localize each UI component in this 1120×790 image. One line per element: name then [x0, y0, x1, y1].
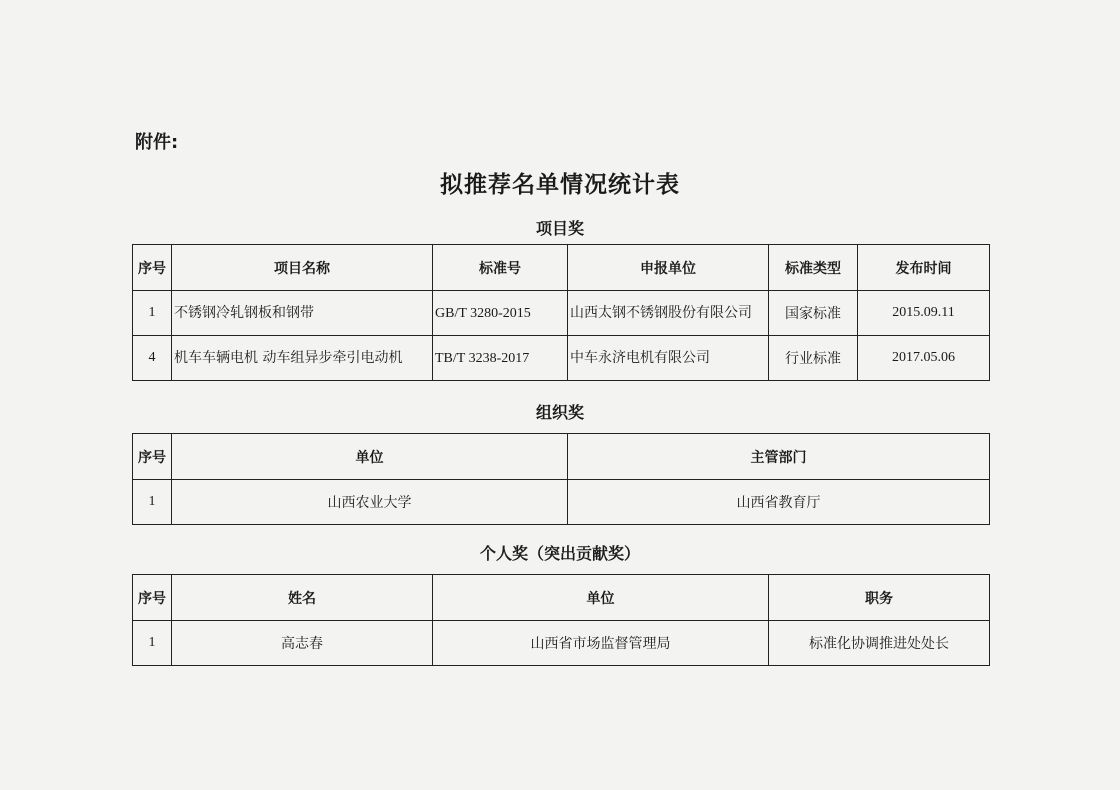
column-header: 发布时间	[858, 245, 990, 291]
table-cell: 山西农业大学	[172, 480, 568, 525]
column-header: 序号	[133, 245, 172, 291]
table-cell: 4	[133, 336, 172, 381]
column-header: 姓名	[172, 575, 433, 621]
column-header: 单位	[172, 434, 568, 480]
column-header: 职务	[769, 575, 990, 621]
table-cell: 1	[133, 621, 172, 666]
table-cell: TB/T 3238-2017	[433, 336, 568, 381]
table-header-row	[133, 434, 990, 480]
table-cell: 不锈钢冷轧钢板和钢带	[172, 291, 433, 336]
table-cell: 机车车辆电机 动车组异步牵引电动机	[172, 336, 433, 381]
project-award-table	[132, 244, 990, 381]
column-header: 单位	[433, 575, 769, 621]
attachment-label: 附件:	[135, 132, 179, 153]
column-header: 序号	[133, 575, 172, 621]
column-header: 标准号	[433, 245, 568, 291]
project-award-heading: 项目奖	[535, 219, 584, 238]
table-cell: GB/T 3280-2015	[433, 291, 568, 336]
table-cell: 山西太钢不锈钢股份有限公司	[568, 291, 769, 336]
table-cell: 高志春	[172, 621, 433, 666]
table-cell: 2017.05.06	[858, 336, 990, 381]
table-cell: 1	[133, 291, 172, 336]
table-row	[133, 621, 990, 666]
table-row	[133, 291, 990, 336]
table-cell: 中车永济电机有限公司	[568, 336, 769, 381]
table-cell: 国家标准	[769, 291, 858, 336]
personal-award-table	[132, 574, 990, 666]
org-award-heading: 组织奖	[535, 403, 584, 422]
table-cell: 2015.09.11	[858, 291, 990, 336]
column-header: 主管部门	[568, 434, 990, 480]
column-header: 标准类型	[769, 245, 858, 291]
column-header: 申报单位	[568, 245, 769, 291]
table-cell: 标准化协调推进处处长	[769, 621, 990, 666]
table-row	[133, 480, 990, 525]
page-title: 拟推荐名单情况统计表	[440, 172, 680, 198]
table-header-row	[133, 575, 990, 621]
table-cell: 行业标准	[769, 336, 858, 381]
column-header: 序号	[133, 434, 172, 480]
table-row	[133, 336, 990, 381]
org-award-table	[132, 433, 990, 525]
table-cell: 1	[133, 480, 172, 525]
column-header: 项目名称	[172, 245, 433, 291]
table-header-row	[133, 245, 990, 291]
personal-award-heading: 个人奖（突出贡献奖）	[479, 544, 640, 563]
table-cell: 山西省市场监督管理局	[433, 621, 769, 666]
table-cell: 山西省教育厅	[568, 480, 990, 525]
